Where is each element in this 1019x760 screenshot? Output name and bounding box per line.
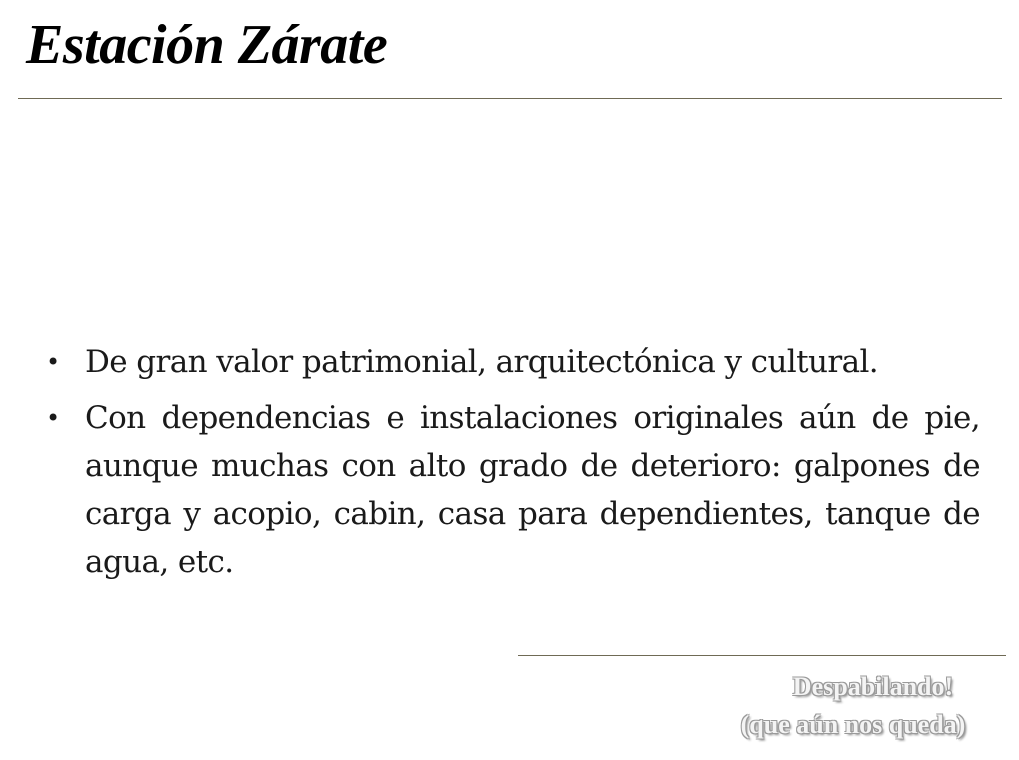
bullet-item — [46, 338, 980, 386]
bullet-marker: • — [46, 404, 60, 432]
bullet-item — [46, 394, 980, 586]
footer-tagline — [703, 668, 1003, 744]
footer-line-1: Despabilando! — [792, 672, 954, 701]
slide-title: Estación Zárate — [26, 14, 388, 76]
footer-line-2: (que aún nos queda) — [740, 710, 966, 739]
bullet-marker: • — [46, 348, 60, 376]
bullet-text: Con dependencias e instalaciones originales aún de pie, aunque muchas con alto grado de deterioro: galpones de carga y acopio, cabin, casa para dependientes, tanque de agua, etc. — [85, 400, 980, 580]
title-divider — [18, 98, 1002, 99]
bullet-list — [46, 338, 980, 594]
footer-divider — [518, 655, 1006, 656]
bullet-text: De gran valor patrimonial, arquitectónica y cultural. — [85, 344, 879, 380]
